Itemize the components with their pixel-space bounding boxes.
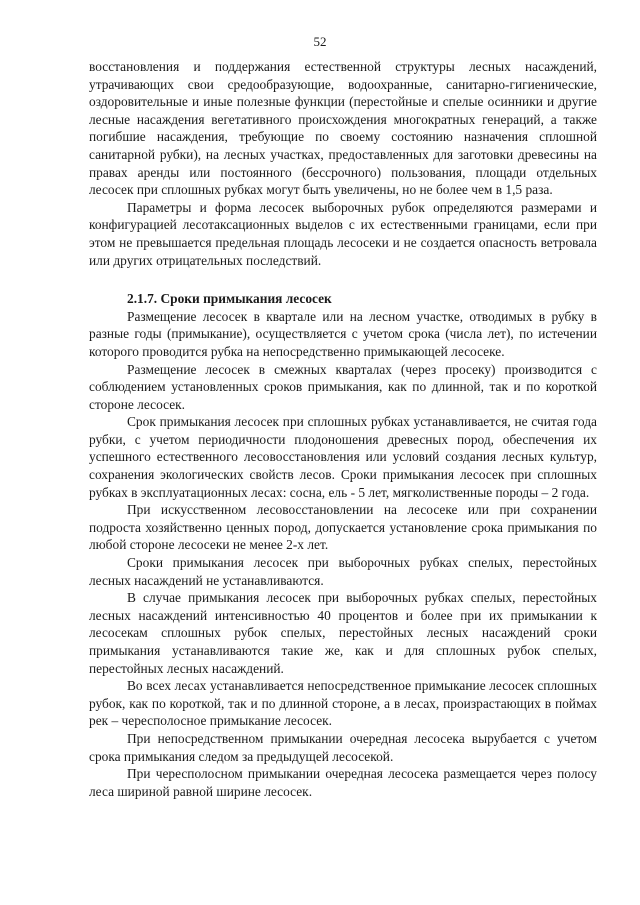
paragraph: В случае примыкания лесосек при выборочных рубках спелых, перестойных лесных насаждений интенсивностью 40 процентов и более при их примыкании к лесосекам сплошных рубок спелых, перестойных лесных насаждений сроки примыкания устанавливаются такие же, как и для сплошных рубок спелых, перестойных лесных насаждений. <box>89 590 597 676</box>
paragraph: Размещение лесосек в квартале или на лесном участке, отводимых в рубку в разные годы (примыкание), осуществляется с учетом срока (числа лет), по истечении которого проводится рубка на непосредственно примыкающей лесосеке. <box>89 308 597 359</box>
paragraph: Параметры и форма лесосек выборочных рубок определяются размерами и конфигурацией лесотаксационных выделов с их естественными границами, если при этом не превышается предельная площадь лесосеки и не создается опасность ветровала или других отрицательных последствий. <box>89 199 597 268</box>
paragraph: При непосредственном примыкании очередная лесосека вырубается с учетом срока примыкания следом за предыдущей лесосекой. <box>89 730 597 764</box>
paragraph: Сроки примыкания лесосек при выборочных рубках спелых, перестойных лесных насаждений не устанавливаются. <box>89 555 597 588</box>
section-heading: 2.1.7. Сроки примыкания лесосек <box>127 291 332 307</box>
paragraph: Срок примыкания лесосек при сплошных рубках устанавливается, не считая года рубки, с учетом периодичности плодоношения древесных пород, обеспечения их успешного естественного лесовосстановления или условий создания лесных культур, сохранения экологических свойств лесов. Сроки примыкания лесосек при сплошных рубках в эксплуатационных лесах: сосна, ель - 5 лет, мягколиственные породы – 2 года. <box>89 414 597 500</box>
paragraph: При искусственном лесовосстановлении на лесосеке или при сохранении подроста хозяйственно ценных пород, допускается установление срока примыкания по любой стороне лесосеки не менее 2-х лет. <box>89 502 597 553</box>
paragraph: восстановления и поддержания естественной структуры лесных насаждений, утрачивающих свои средообразующие, водоохранные, санитарно-гигиенические, оздоровительные и иные полезные функции (перестойные и спелые осинники и другие лесные насаждения вегетативного происхождения многократных генераций, а также погибшие насаждения, требующие по своему состоянию назначения сплошной санитарной рубки), на лесных участках, предоставленных для заготовки древесины на правах аренды или постоянного (бессрочного) пользования, площади отдельных лесосек при сплошных рубках могут быть увеличены, но не более чем в 1,5 раза. <box>89 59 597 198</box>
paragraph: Во всех лесах устанавливается непосредственное примыкание лесосек сплошных рубок, как по короткой, так и по длинной стороне, а в лесах, произрастающих в поймах рек – чересполосное примыкание лесосек. <box>89 678 597 729</box>
page-body <box>89 58 597 800</box>
paragraph: При чересполосном примыкании очередная лесосека размещается через полосу леса шириной равной ширине лесосек. <box>89 766 597 799</box>
page-number: 52 <box>313 34 327 49</box>
paragraph: Размещение лесосек в смежных кварталах (через просеку) производится с соблюдением установленных сроков примыкания, как по длинной, так и по короткой стороне лесосек. <box>89 361 597 412</box>
